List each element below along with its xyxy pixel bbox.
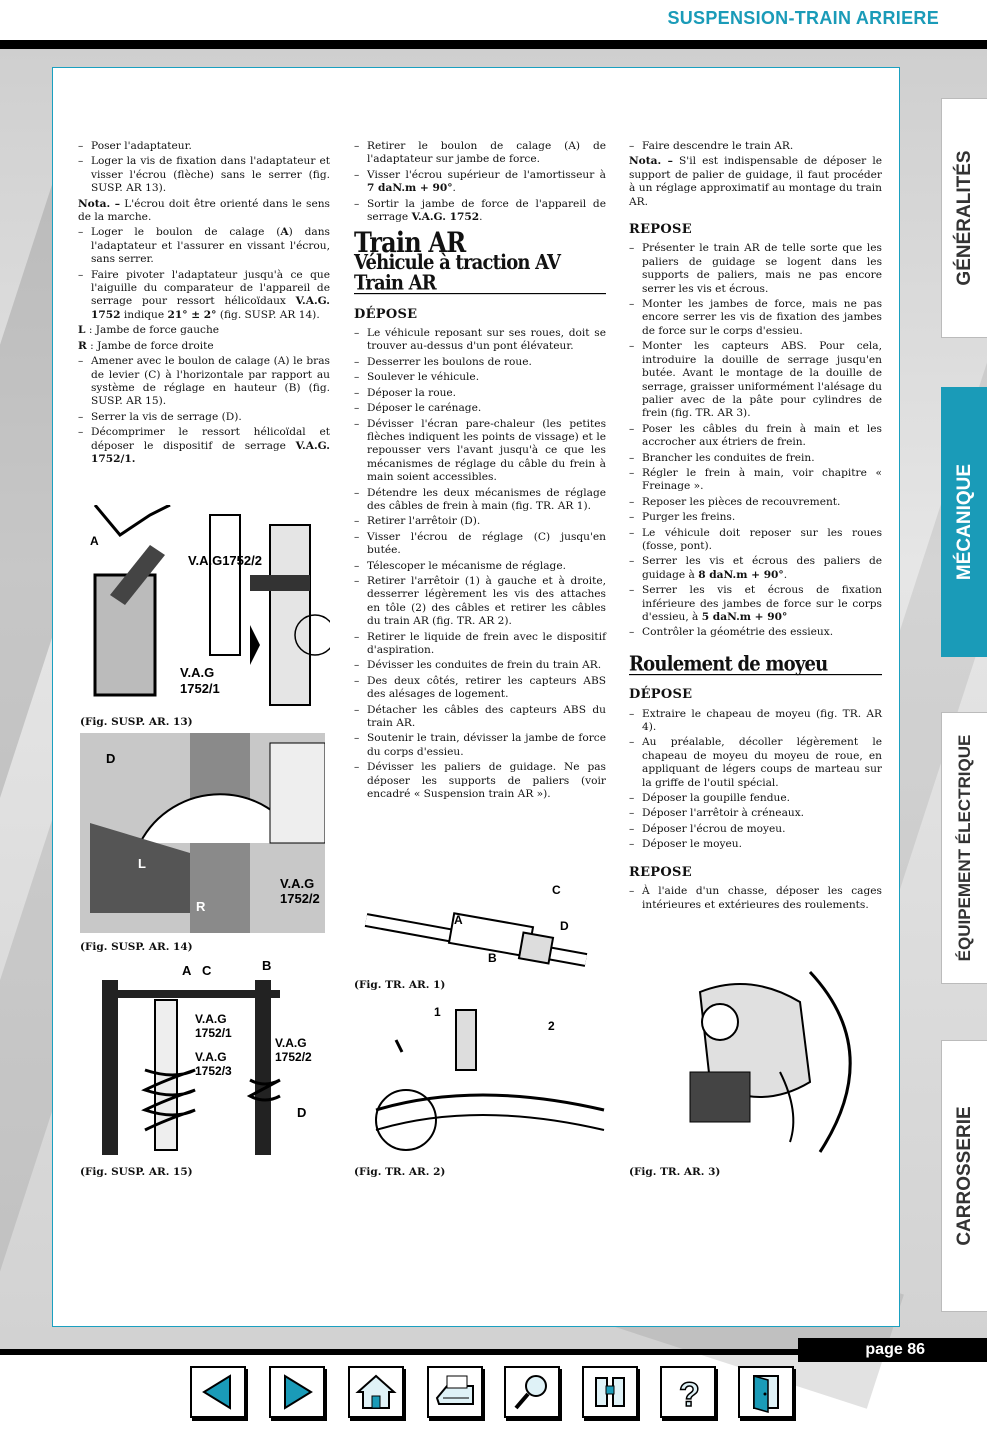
tab-label: ÉQUIPEMENT ÉLECTRIQUE: [954, 734, 974, 962]
fig13-label-vag3: 1752/1: [180, 681, 220, 696]
list-item: – Au préalable, décoller légèrement le chapeau de moyeu du moyeu de roue, en appliquant de légers coups de marteau sur la griffe de l'outil spécial.: [629, 736, 882, 790]
tab-generalites[interactable]: [941, 98, 987, 338]
fig15-label-vag1-num: 1752/1: [195, 1026, 232, 1040]
fig14-label-l: L: [138, 856, 146, 871]
list-item: – Brancher les conduites de frein.: [629, 452, 882, 465]
fig14-label-r: R: [196, 899, 206, 914]
trar1-label-c: C: [552, 883, 561, 897]
trar1-label-d: D: [560, 919, 569, 933]
heading-depose-2: DÉPOSE: [629, 687, 693, 703]
caption-tr-ar-2: (Fig. TR. AR. 2): [354, 1166, 446, 1178]
arrow-right-icon: [271, 1368, 323, 1416]
fig13-label-vag1: V.A.G1752/2: [188, 553, 262, 568]
find-button[interactable]: [582, 1366, 638, 1418]
fig15-label-vag2-num: 1752/2: [275, 1050, 312, 1064]
figure-susp-ar-15: [90, 960, 325, 1158]
list-item: – Des deux côtés, retirer les capteurs ABS des alésages de logement.: [354, 675, 606, 702]
caption-tr-ar-3: (Fig. TR. AR. 3): [629, 1166, 721, 1178]
list-item: – Dévisser les paliers de guidage. Ne pas déposer les supports de paliers (voir encadré « Suspension train AR »).: [354, 761, 606, 801]
list-item: – Serrer la vis de serrage (D).: [78, 411, 330, 424]
printer-icon: [429, 1368, 481, 1416]
list-item: – Retirer l'arrêtoir (D).: [354, 515, 606, 528]
caption-fig-15: (Fig. SUSP. AR. 15): [80, 1166, 193, 1178]
tab-label: CARROSSERIE: [953, 1106, 975, 1246]
caption-fig-13: (Fig. SUSP. AR. 13): [80, 716, 193, 728]
list-item: – Soulever le véhicule.: [354, 371, 606, 384]
list-item: – Présenter le train AR de telle sorte que les paliers de guidage se logent dans les supports de paliers, mais ne pas encore serrer les vis et écrous.: [629, 242, 882, 296]
list-item: – Poser l'adaptateur.: [78, 140, 330, 153]
list-item: – Déposer le carénage.: [354, 402, 606, 415]
fig15-label-vag1: V.A.G: [195, 1012, 227, 1026]
fig15-label-b: B: [262, 960, 272, 973]
page-number: page 86: [798, 1338, 987, 1362]
heading-repose-2: REPOSE: [629, 864, 692, 880]
list-item: – Contrôler la géométrie des essieux.: [629, 626, 882, 639]
home-icon: [350, 1368, 402, 1416]
list-item: – Décomprimer le ressort hélicoïdal et déposer le dispositif de serrage V.A.G. 1752/1.: [78, 426, 330, 466]
list-item: – Retirer l'arrêtoir (1) à gauche et à droite, desserrer légèrement les vis des attaches en tôle (2) des câbles et retirer les câbles du train AR (fig. TR. AR 2).: [354, 575, 606, 629]
tab-label: MÉCANIQUE: [953, 463, 975, 581]
page-header-title: SUSPENSION-TRAIN ARRIERE: [667, 8, 939, 28]
figure-tr-ar-3: [660, 962, 885, 1157]
note: Nota. – L'écrou doit être orienté dans le sens de la marche.: [78, 197, 330, 224]
list-item: – Visser l'écrou de réglage (C) jusqu'en butée.: [354, 531, 606, 558]
list-item: – Le véhicule doit reposer sur les roues (fosse, pont).: [629, 527, 882, 554]
legend-l: L : Jambe de force gauche: [78, 324, 220, 337]
caption-tr-ar-1: (Fig. TR. AR. 1): [354, 979, 446, 991]
heading-depose: DÉPOSE: [354, 306, 418, 322]
tab-mecanique[interactable]: [941, 387, 987, 657]
column-2: [354, 140, 606, 803]
list-item: – Dévisser les conduites de frein du train AR.: [354, 659, 606, 672]
tab-label: GÉNÉRALITÉS: [953, 150, 975, 286]
list-item: – Serrer les vis et écrous de fixation inférieure des jambes de force sur le corps d'essieu, à 5 daN.m + 90°: [629, 584, 882, 624]
magnifier-icon: [506, 1368, 558, 1416]
figure-susp-ar-13: [80, 505, 330, 710]
column-1: [78, 140, 330, 468]
list-item: – Amener avec le boulon de calage (A) le bras de levier (C) à l'horizontale par rapport au système de réglage en hauteur (B) (fig. SUSP. AR 15).: [78, 355, 330, 409]
list-item: – Déposer l'arrêtoir à créneaux.: [629, 807, 882, 820]
fig13-label-vag2: V.A.G: [180, 665, 215, 680]
arrow-left-icon: [192, 1368, 244, 1416]
caption-fig-14: (Fig. SUSP. AR. 14): [80, 941, 193, 953]
list-item: – Extraire le chapeau de moyeu (fig. TR. AR 4).: [629, 708, 882, 735]
list-item: – Déposer le moyeu.: [629, 838, 882, 851]
list-item: – Purger les freins.: [629, 511, 882, 524]
list-item: – Reposer les pièces de recouvrement.: [629, 496, 882, 509]
fig15-label-vag3: V.A.G: [195, 1050, 227, 1064]
list-item: – Desserrer les boulons de roue.: [354, 356, 606, 369]
section-title-train-ar: Train AR: [354, 226, 466, 260]
trar2-label-1: 1: [434, 1005, 441, 1019]
fig15-label-c: C: [202, 963, 212, 978]
help-icon: [662, 1368, 714, 1416]
fig15-label-vag2: V.A.G: [275, 1036, 307, 1050]
list-item: – Dévisser l'écran pare-chaleur (les petites flèches indiquent les points de vissage) et le repousser vers l'avant jusqu'à ce que les mécanismes de réglage du câble du frein à main soient accessibles.: [354, 418, 606, 485]
fig14-label-d: D: [106, 751, 116, 766]
print-button[interactable]: [427, 1366, 483, 1418]
list-item: – Poser les câbles du frein à main et les accrocher aux étriers de frein.: [629, 423, 882, 450]
tab-carrosserie[interactable]: [941, 1040, 987, 1312]
fig14-label-vag: V.A.G: [280, 876, 315, 891]
list-item: – Loger le boulon de calage (A) dans l'adaptateur et l'assurer en vissant l'écrou, sans serrer.: [78, 226, 330, 266]
list-item: – Serrer les vis et écrous des paliers de guidage à 8 daN.m + 90°.: [629, 555, 882, 582]
list-item: – À l'aide d'un chasse, déposer les cages intérieures et extérieures des roulements.: [629, 885, 882, 912]
list-item: – Détacher les câbles des capteurs ABS du train AR.: [354, 704, 606, 731]
header-rule: [0, 40, 987, 49]
fig14-label-vag2: 1752/2: [280, 891, 320, 906]
list-item: – Déposer la goupille fendue.: [629, 792, 882, 805]
figure-tr-ar-1: [356, 880, 604, 980]
figure-tr-ar-2: [356, 1000, 606, 1160]
binoculars-icon: [584, 1368, 636, 1416]
figure-susp-ar-14: [80, 733, 325, 933]
list-item: – Loger la vis de fixation dans l'adaptateur et visser l'écrou (flèche) sans le serrer (fig. SUSP. AR 13).: [78, 155, 330, 195]
fig15-label-vag3-num: 1752/3: [195, 1064, 232, 1078]
list-item: – Régler le frein à main, voir chapitre « Freinage ».: [629, 467, 882, 494]
list-item: – Le véhicule reposant sur ses roues, doit se trouver au-dessus d'un pont élévateur.: [354, 327, 606, 354]
list-item: – Retirer le liquide de frein avec le dispositif d'aspiration.: [354, 631, 606, 658]
svg-text:?: ?: [679, 1376, 700, 1414]
fig15-label-d: D: [297, 1105, 307, 1120]
fig13-label-a: A: [90, 534, 99, 548]
exit-door-icon: [740, 1368, 792, 1416]
section-title-train-ar-2: Train AR: [354, 276, 606, 295]
list-item: – Monter les capteurs ABS. Pour cela, introduire la douille de serrage jusqu'en butée. Avant le montage de la douille de serrage, graisser uniformément l'alésage du palier avec de la pâte pour cylindres de frein (fig. TR. AR 3).: [629, 340, 882, 420]
list-item: – Sortir la jambe de force de l'appareil de serrage V.A.G. 1752.: [354, 198, 606, 225]
heading-repose: REPOSE: [629, 222, 692, 238]
list-item: – Faire pivoter l'adaptateur jusqu'à ce que l'aiguille du comparateur de l'appareil de serrage pour ressort hélicoïdaux V.A.G. 1752 indique 21° ± 2° (fig. SUSP. AR 14).: [78, 269, 330, 323]
previous-page-button[interactable]: [190, 1366, 246, 1418]
home-button[interactable]: [348, 1366, 404, 1418]
column-3: [629, 140, 882, 914]
section-title-roulement: Roulement de moyeu: [629, 657, 882, 676]
tab-equipement-electrique[interactable]: [941, 712, 987, 984]
trar1-label-b: B: [488, 951, 497, 965]
list-item: – Déposer la roue.: [354, 387, 606, 400]
note: Nota. – S'il est indispensable de déposer le support de palier de guidage, il faut procéder à un réglage approximatif au montage du train AR.: [629, 155, 882, 208]
list-item: – Déposer l'écrou de moyeu.: [629, 823, 882, 836]
list-item: – Faire descendre le train AR.: [629, 140, 882, 153]
list-item: – Retirer le boulon de calage (A) de l'adaptateur sur jambe de force.: [354, 140, 606, 167]
legend-r: R : Jambe de force droite: [78, 339, 214, 352]
section-subtitle: Véhicule à traction AV: [354, 250, 561, 275]
list-item: – Monter les jambes de force, mais ne pas encore serrer les vis de fixation des jambes de force sur le corps d'essieu.: [629, 298, 882, 338]
help-button[interactable]: [660, 1366, 716, 1418]
list-item: – Soutenir le train, dévisser la jambe de force du corps d'essieu.: [354, 732, 606, 759]
list-item: – Détendre les deux mécanismes de réglage des câbles de frein à main (fig. TR. AR 1).: [354, 487, 606, 514]
list-item: – Visser l'écrou supérieur de l'amortisseur à 7 daN.m + 90°.: [354, 169, 606, 196]
exit-button[interactable]: [738, 1366, 794, 1418]
search-button[interactable]: [504, 1366, 560, 1418]
trar2-label-2: 2: [548, 1019, 555, 1033]
trar1-label-a: A: [454, 913, 463, 927]
fig15-label-a: A: [182, 963, 192, 978]
next-page-button[interactable]: [269, 1366, 325, 1418]
list-item: – Télescoper le mécanisme de réglage.: [354, 560, 606, 573]
